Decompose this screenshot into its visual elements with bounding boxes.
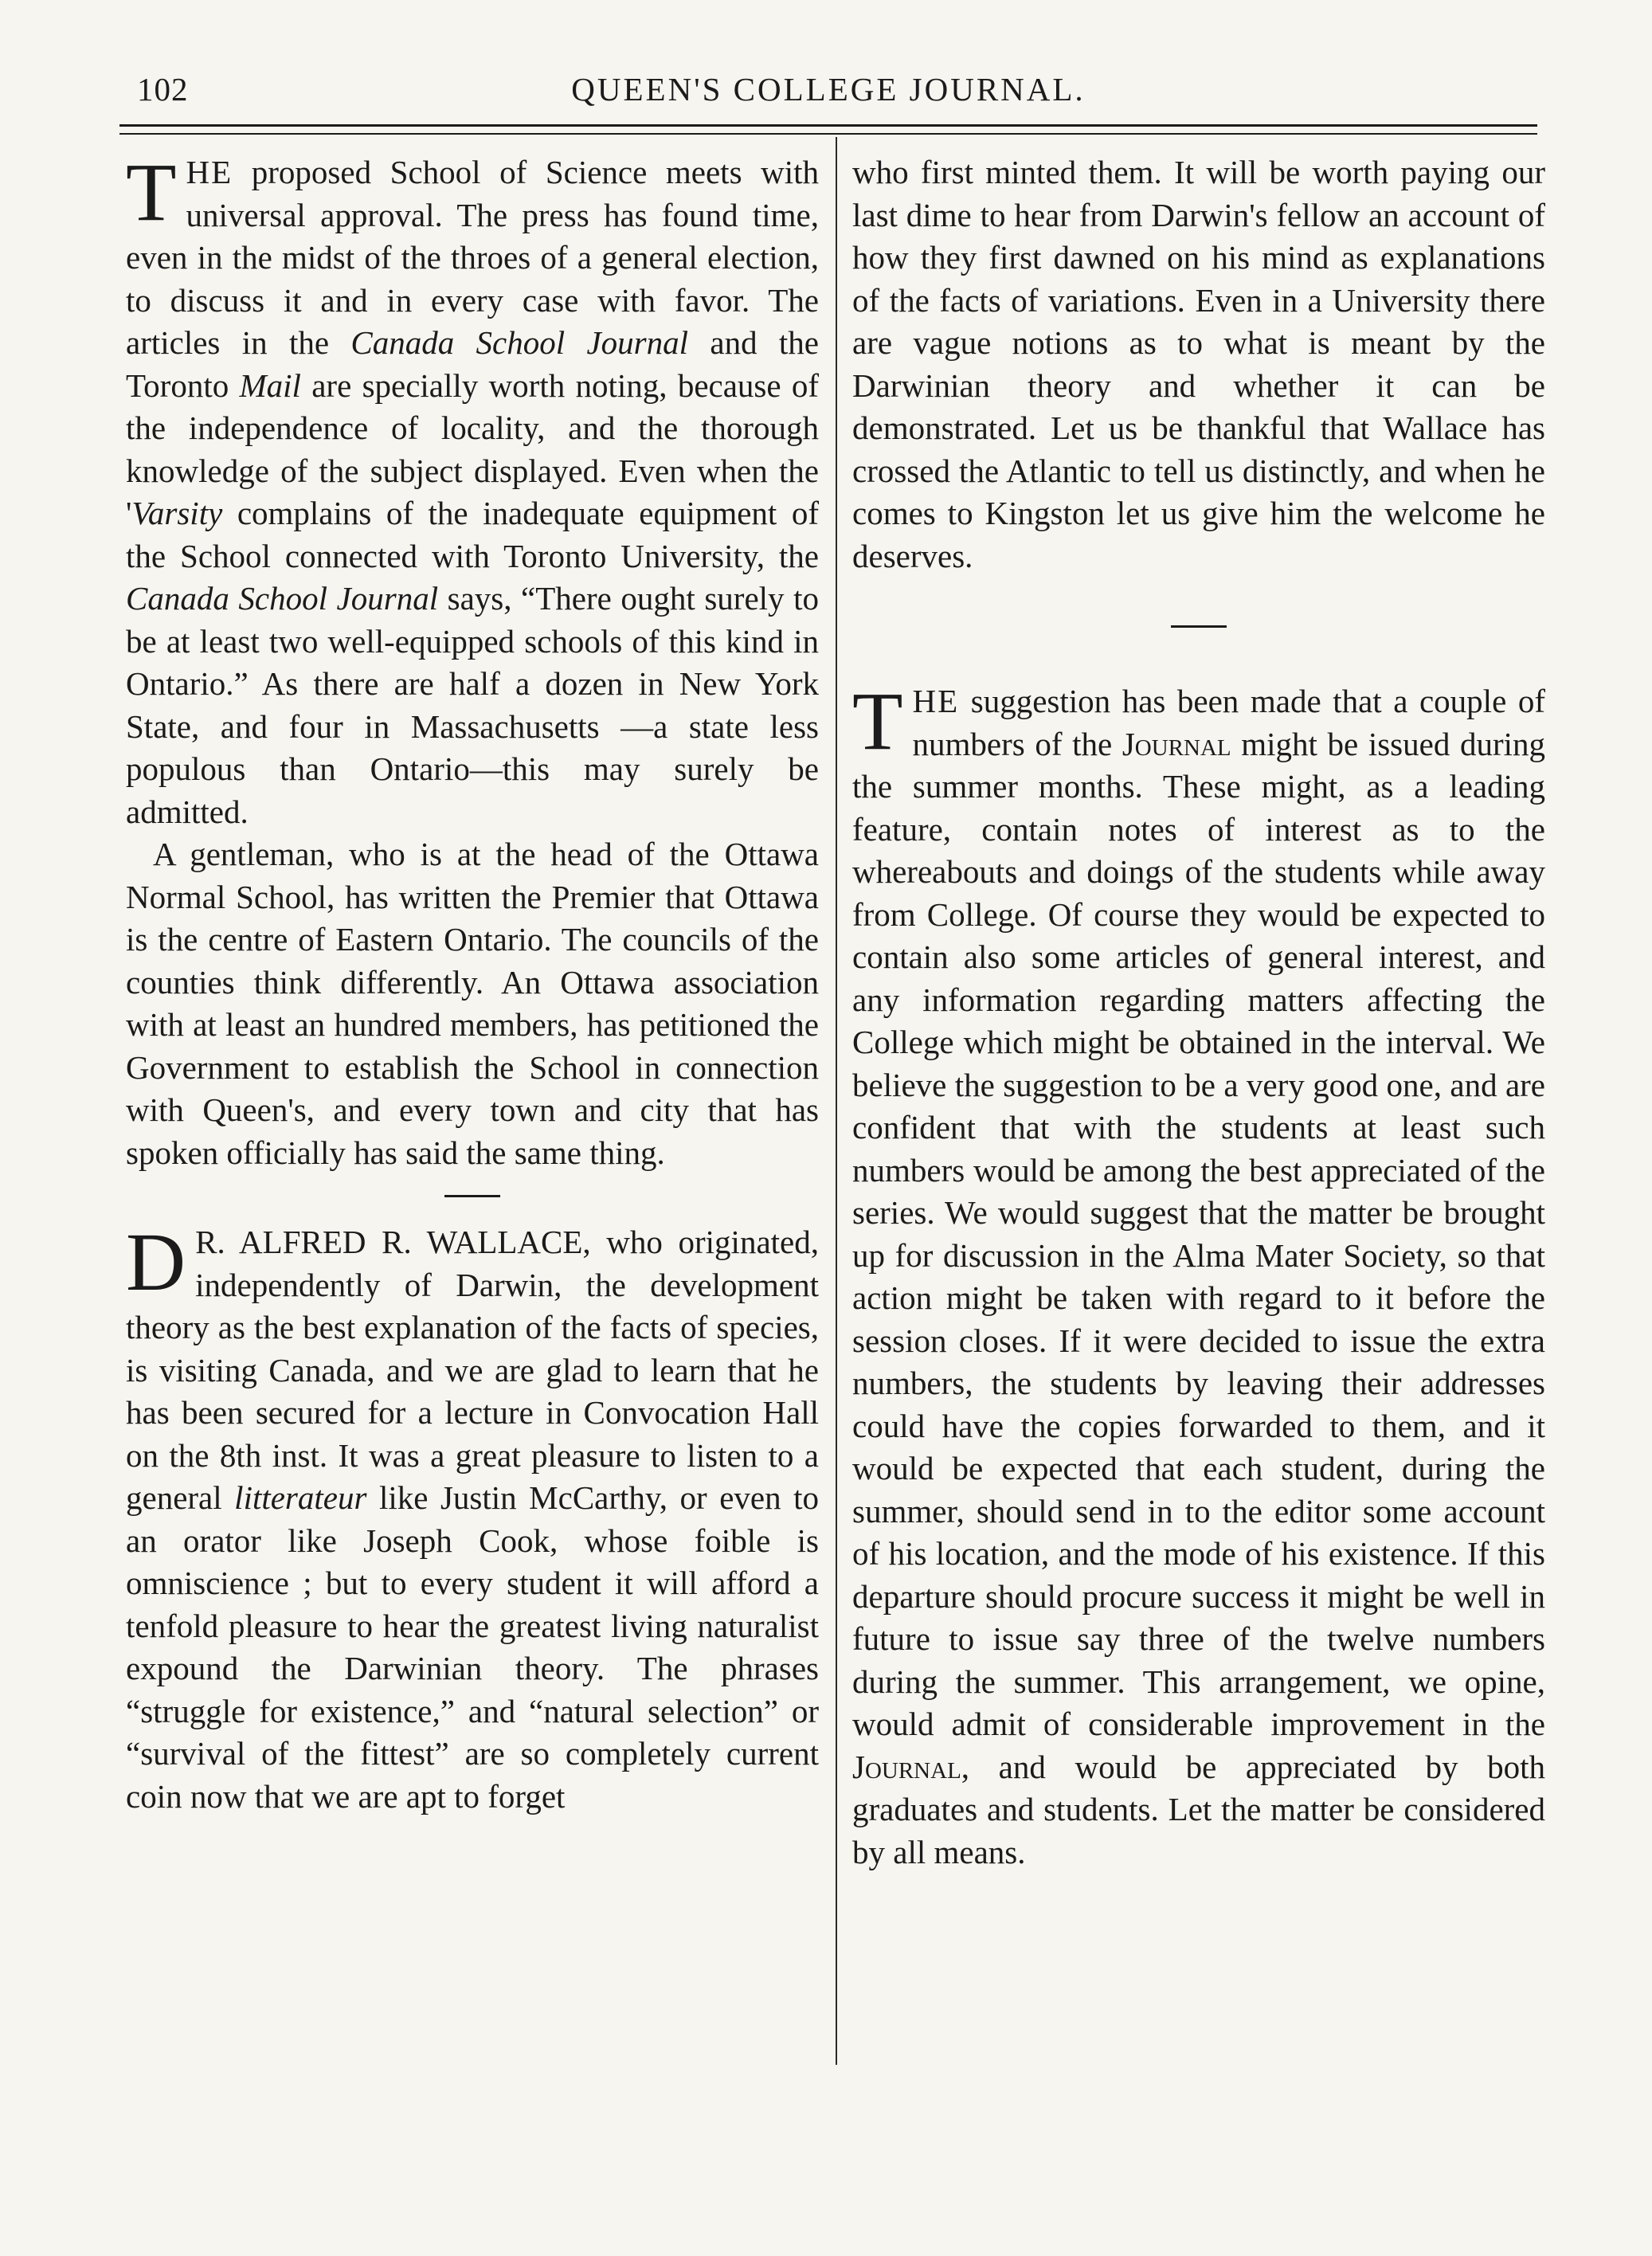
- article-continuation: who first minted them. It will be worth paying our last dime to hear from Darwin's fellow an account of how they first dawned on his mind as explanations of the facts of variations. Even in a University there are vague notions as to what is meant by the Darwinian theory and whether it can be demonstrated. Let us be thankful that Wallace has crossed the Atlantic to tell us distinctly, and when he comes to Kingston let us give him the welcome he deserves.: [852, 154, 1545, 574]
- lead-in: R. ALFRED R. WALLACE,: [195, 1224, 591, 1260]
- journal-name: Journal: [852, 1748, 961, 1785]
- header-rule-top: [119, 124, 1537, 127]
- text-run: like Justin McCarthy, or even to an orator like Joseph Cook, whose foible is omniscience ; but to every student it will afford a tenfold pleasure to hear the greatest living naturalist expound the Darwinian theory. The phrases “struggle for existence,” and “natural selection” or “survival of the fittest” are so completely current coin now that we are apt to forget: [126, 1479, 820, 1815]
- text-run: , and would be appreciated by both graduates and students. Let the matter be considered by all means.: [852, 1748, 1545, 1870]
- journal-name: Journal: [1122, 725, 1231, 762]
- article-school-of-science: [126, 147, 819, 1174]
- text-run: complains of the inadequate equipment of the School connected with Toronto University, the: [126, 495, 819, 574]
- text-run: proposed School of Science meets with universal approval. The press has found time, even in the midst of the throes of a general election, to discuss it and in every case with favor. The articles in the: [126, 154, 819, 361]
- text-run: who originated, independently of Darwin, the development theory as the best explanation of the facts of species, is visiting Canada, and we are glad to learn that he has been secured for a lecture in Convocation Hall on the 8th inst. It was a great pleasure to listen to a general: [126, 1224, 819, 1516]
- drop-cap: D: [126, 1216, 186, 1308]
- left-column: [126, 147, 820, 1818]
- column-divider: [836, 137, 837, 2065]
- text-run: and the Toronto: [126, 324, 819, 404]
- lead-in: HE: [186, 154, 233, 190]
- article-paragraph: A gentleman, who is at the head of the Ottawa Normal School, has written the Premier that Ottawa is the centre of Eastern Ontario. The councils of the counties think differently. An Ottawa association with at least an hundred members, has petitioned the Government to establish the School in connection with Queen's, and every town and city that has spoken officially has said the same thing.: [126, 836, 819, 1171]
- article-summer-numbers: [852, 676, 1545, 1874]
- article-paragraph: [852, 676, 1545, 1874]
- drop-cap: T: [852, 676, 903, 767]
- publication-title: Varsity: [131, 495, 223, 531]
- italic-term: litterateur: [234, 1479, 367, 1516]
- text-run: are specially worth noting, because of the independence of locality, and the thorough knowledge of the subject displayed. Even when the ': [126, 366, 819, 531]
- publication-title: Mail: [239, 366, 301, 404]
- text-run: says, “There ought surely to be at least two well-equipped schools of this kind in Ontario.” As there are half a dozen in New York State, and four in Massachusetts —a state less populous than Ontario—this may surely be admitted.: [126, 580, 819, 830]
- text-run: might be issued during the summer months. These might, as a leading feature, contain notes of interest as to the whereabouts and doings of the students while away from College. Of course they would be expected to contain also some articles of general interest, and any information regarding matters affecting the College which might be obtained in the interval. We believe the suggestion to be a very good one, and are confident that with the students at least such numbers would be among the best appreciated of the series. We would suggest that the matter be brought up for discussion in the Alma Mater Society, so that action might be taken with regard to it before the session closes. If it were decided to issue the extra numbers, the students by leaving their addresses could have the copies forwarded to them, and it would be expected that each student, during the summer, should send in to the editor some account of his location, and the mode of his existence. If this departure should procure success it might be well in future to issue say three of the twelve numbers during the summer. This arrangement, we opine, would admit of considerable improvement in the: [852, 725, 1545, 1742]
- section-separator: [444, 1195, 500, 1197]
- publication-title: Canada School Journal: [126, 580, 439, 617]
- page-header: [119, 70, 1537, 115]
- drop-cap: T: [126, 147, 177, 238]
- header-rule-bottom: [119, 133, 1537, 135]
- lead-in: HE: [912, 683, 960, 719]
- article-paragraph: [126, 1216, 820, 1818]
- page-number: 102: [137, 71, 189, 108]
- running-title: QUEEN'S COLLEGE JOURNAL.: [571, 71, 1086, 108]
- section-separator: [1171, 625, 1227, 628]
- text-run: suggestion has been made that a couple of numbers of the: [912, 683, 1545, 762]
- right-column: [852, 151, 1545, 1874]
- article-paragraph: [126, 147, 819, 833]
- publication-title: Canada School Journal: [350, 324, 689, 361]
- article-wallace: [126, 1216, 820, 1818]
